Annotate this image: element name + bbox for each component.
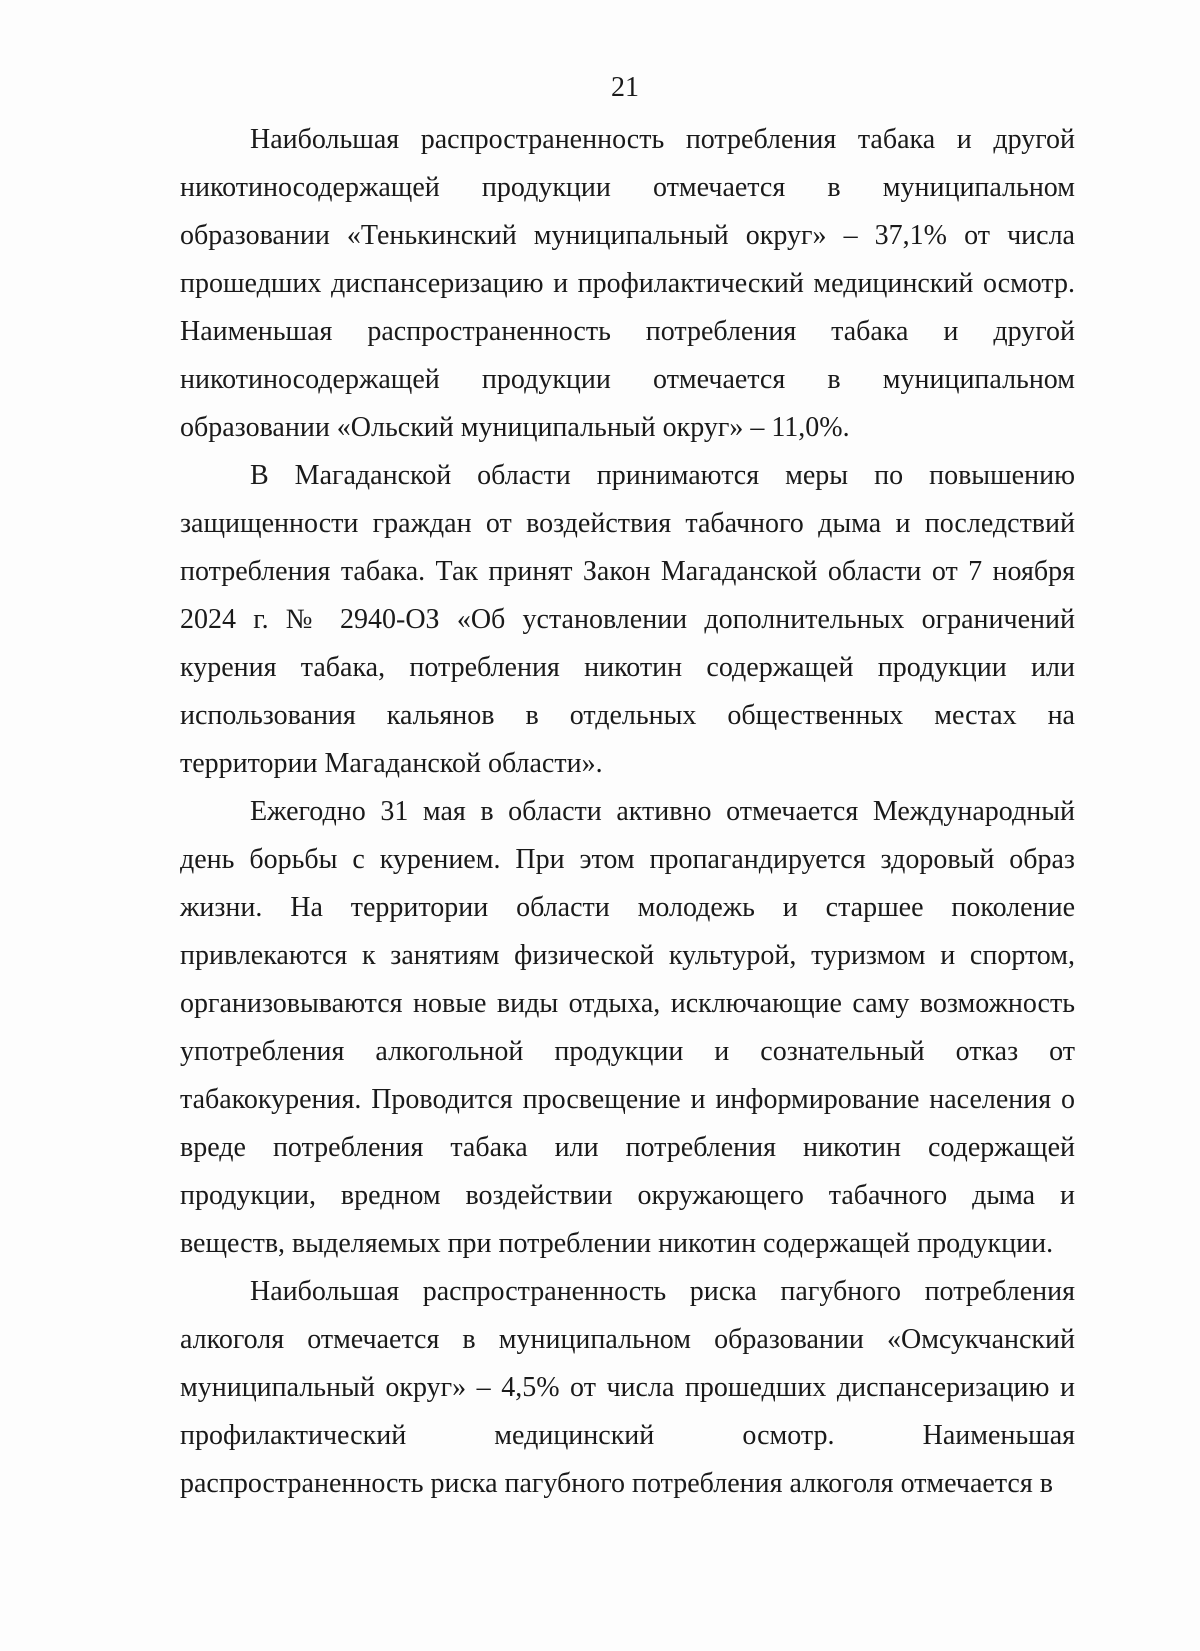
paragraph-tobacco-prevalence: Наибольшая распространенность потребления табака и другой никотиносодержащей продукции отмечается в муниципальном образовании «Тенькинский муниципальный округ» – 37,1% от числа прошедших диспансеризацию и профилактический медицинский осмотр. Наименьшая распространенность потребления табака и другой никотиносодержащей продукции отмечается в муниципальном образовании «Ольский муниципальный округ» – 11,0%.	[180, 124, 1075, 443]
paragraph-protection-measures: В Магаданской области принимаются меры по повышению защищенности граждан от воздействия табачного дыма и последствий потребления табака. Так принят Закон Магаданской области от 7 ноября 2024 г. № 2940-ОЗ «Об установлении дополнительных ограничений курения табака, потребления никотин содержащей продукции или использования кальянов в отдельных общественных местах на территории Магаданской области».	[180, 460, 1075, 779]
paragraph-alcohol-prevalence: Наибольшая распространенность риска пагубного потребления алкоголя отмечается в муниципальном образовании «Омсукчанский муниципальный округ» – 4,5% от числа прошедших диспансеризацию и профилактический медицинский осмотр. Наименьшая распространенность риска пагубного потребления алкоголя отмечается в	[180, 1276, 1075, 1499]
document-body	[180, 116, 1075, 1508]
paragraph-no-smoking-day: Ежегодно 31 мая в области активно отмечается Международный день борьбы с курением. При этом пропагандируется здоровый образ жизни. На территории области молодежь и старшее поколение привлекаются к занятиям физической культурой, туризмом и спортом, организовываются новые виды отдыха, исключающие саму возможность употребления алкогольной продукции и сознательный отказ от табакокурения. Проводится просвещение и информирование населения о вреде потребления табака или потребления никотин содержащей продукции, вредном воздействии окружающего табачного дыма и веществ, выделяемых при потреблении никотин содержащей продукции.	[180, 796, 1075, 1259]
page-number: 21	[611, 72, 639, 103]
